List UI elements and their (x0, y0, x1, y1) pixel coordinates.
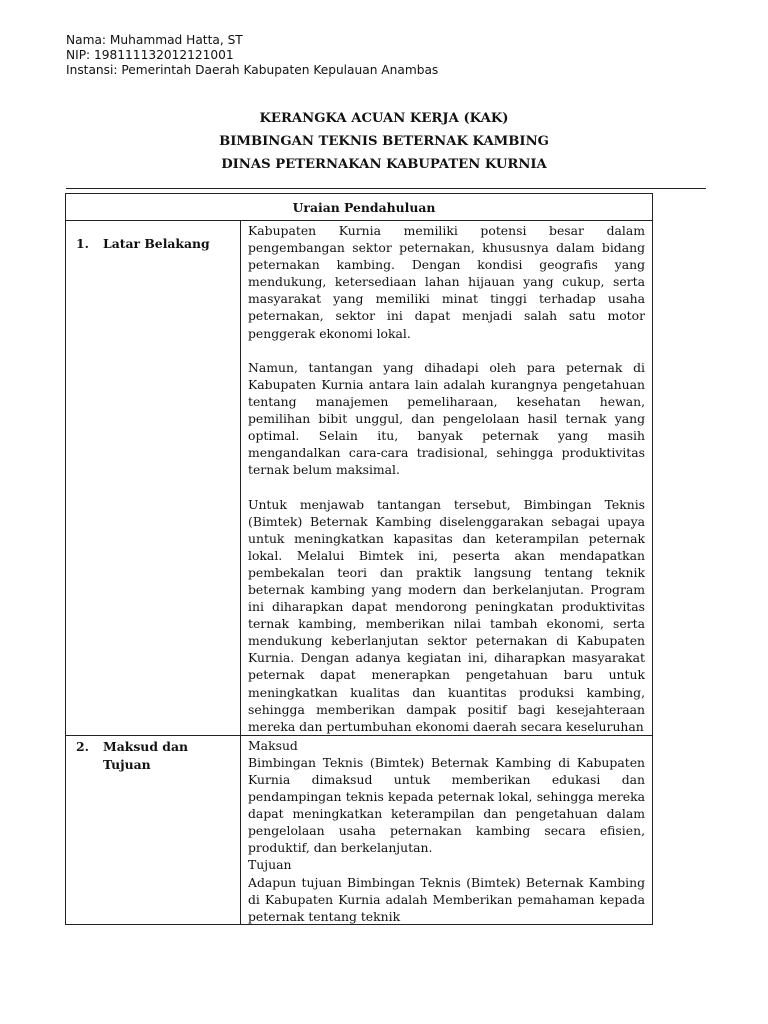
paragraph: Untuk menjawab tantangan tersebut, Bimbingan Teknis (Bimtek) Beternak Kambing diselenggarakan sebagai upaya untuk meningkatkan kapasitas dan keterampilan peternak lokal. Melalui Bimtek ini, peserta akan mendapatkan pembekalan teori dan praktik langsung tentang teknik beternak kambing yang modern dan berkelanjutan. Program ini diharapkan dapat mendorong peningkatan produktivitas ternak kambing, memberikan nilai tambah ekonomi, serta mendukung keberlanjutan sektor peternakan di Kabupaten Kurnia. Dengan adanya kegiatan ini, diharapkan masyarakat peternak dapat menerapkan pengetahuan baru untuk meningkatkan kualitas dan kuantitas produksi kambing, sehingga memberikan dampak positif bagi kesejahteraan mereka dan pertumbuhan ekonomi daerah secara keseluruhan (248, 496, 646, 734)
author-nip: NIP: 198111132012121001 (66, 48, 234, 62)
section-label-latar-belakang (66, 221, 241, 736)
section-title-line-2: Tujuan (103, 756, 151, 772)
section-title: Latar Belakang (103, 236, 210, 251)
document-title (0, 107, 768, 176)
author-instansi: Instansi: Pemerintah Daerah Kabupaten Kepulauan Anambas (66, 63, 439, 77)
section-title-line-1: Maksud dan (103, 738, 188, 754)
section-number: 1. (76, 236, 89, 251)
table-header-row (66, 194, 653, 221)
author-info (66, 33, 438, 78)
tujuan-text: Adapun tujuan Bimbingan Teknis (Bimtek) Beternak Kambing di Kabupaten Kurnia adalah Memberikan pemahaman kepada peternak tentang teknik (248, 874, 646, 924)
table-row (66, 735, 653, 924)
title-divider (66, 188, 706, 189)
table-row (66, 221, 653, 736)
title-line-1: KERANGKA ACUAN KERJA (KAK) (259, 111, 509, 126)
tujuan-heading: Tujuan (248, 857, 292, 873)
table-header: Uraian Pendahuluan (66, 194, 653, 221)
title-line-3: DINAS PETERNAKAN KABUPATEN KURNIA (221, 157, 547, 172)
section-label-maksud-tujuan (66, 735, 241, 924)
section-content-maksud-tujuan (241, 735, 653, 924)
maksud-text: Bimbingan Teknis (Bimtek) Beternak Kambing di Kabupaten Kurnia dimaksud untuk memberikan edukasi dan pendampingan teknis kepada peternak lokal, sehingga mereka dapat meningkatkan keterampilan dan pengetahuan dalam pengelolaan usaha peternakan kambing secara efisien, produktif, dan berkelanjutan. (248, 754, 646, 856)
section-title (103, 738, 188, 774)
kak-table (65, 193, 653, 925)
author-name: Nama: Muhammad Hatta, ST (66, 33, 243, 47)
title-line-2: BIMBINGAN TEKNIS BETERNAK KAMBING (219, 134, 549, 149)
section-content-latar-belakang (241, 221, 653, 736)
paragraph: Namun, tantangan yang dihadapi oleh para peternak di Kabupaten Kurnia antara lain adalah kurangnya pengetahuan tentang manajemen pemeliharaan, kesehatan hewan, pemilihan bibit unggul, dan pengelolaan hasil ternak yang optimal. Selain itu, banyak peternak yang masih mengandalkan cara-cara tradisional, sehingga produktivitas ternak belum maksimal. (248, 359, 646, 478)
section-number: 2. (76, 738, 89, 754)
paragraph: Kabupaten Kurnia memiliki potensi besar dalam pengembangan sektor peternakan, khususnya dalam bidang peternakan kambing. Dengan kondisi geografis yang mendukung, ketersediaan lahan hijauan yang cukup, serta masyarakat yang memiliki minat tinggi terhadap usaha peternakan, sektor ini dapat menjadi salah satu motor penggerak ekonomi lokal. (248, 223, 646, 341)
maksud-heading: Maksud (248, 737, 298, 753)
